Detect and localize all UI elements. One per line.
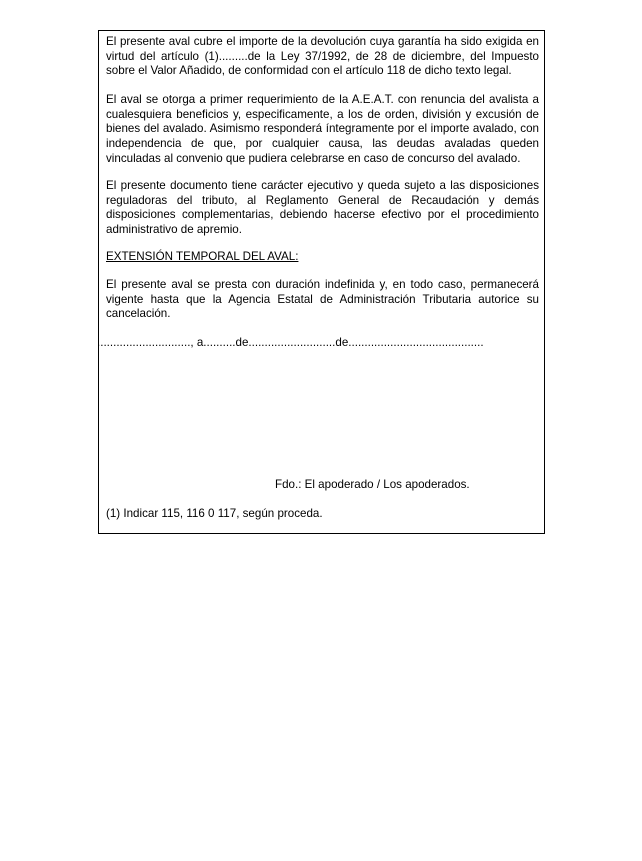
footnote: (1) Indicar 115, 116 0 117, según proceda. <box>106 507 323 520</box>
paragraph-first-demand: El aval se otorga a primer requerimiento de la A.E.A.T. con renuncia del avalista a cualesquiera beneficios y, especificamente, a los de orden, división y excusión de bienes del avalado. Asimismo responderá íntegramente por el importe avalado, con independencia de que, por cualquier causa, las deudas avaladas queden vinculadas al convenio que pudiera celebrarse en caso de concurso del avalado. <box>106 93 539 165</box>
section-heading-temporal-extension: EXTENSIÓN TEMPORAL DEL AVAL: <box>106 250 299 263</box>
place-date-line: ............................., a..........de...........................de.......................................... <box>97 336 484 349</box>
paragraph-duration: El presente aval se presta con duración indefinida y, en todo caso, permanecerá vigente hasta que la Agencia Estatal de Administración Tributaria autorice su cancelación. <box>106 278 539 321</box>
document-frame <box>98 30 545 534</box>
paragraph-coverage: El presente aval cubre el importe de la devolución cuya garantía ha sido exigida en virtud del artículo (1).........de la Ley 37/1992, de 28 de diciembre, del Impuesto sobre el Valor Añadido, de conformidad con el artículo 118 de dicho texto legal. <box>106 35 539 78</box>
signature-line: Fdo.: El apoderado / Los apoderados. <box>275 478 470 491</box>
paragraph-executive-nature: El presente documento tiene carácter ejecutivo y queda sujeto a las disposiciones reguladoras del tributo, al Reglamento General de Recaudación y demás disposiciones complementarias, debiendo hacerse efectivo por el procedimiento administrativo de apremio. <box>106 179 539 237</box>
